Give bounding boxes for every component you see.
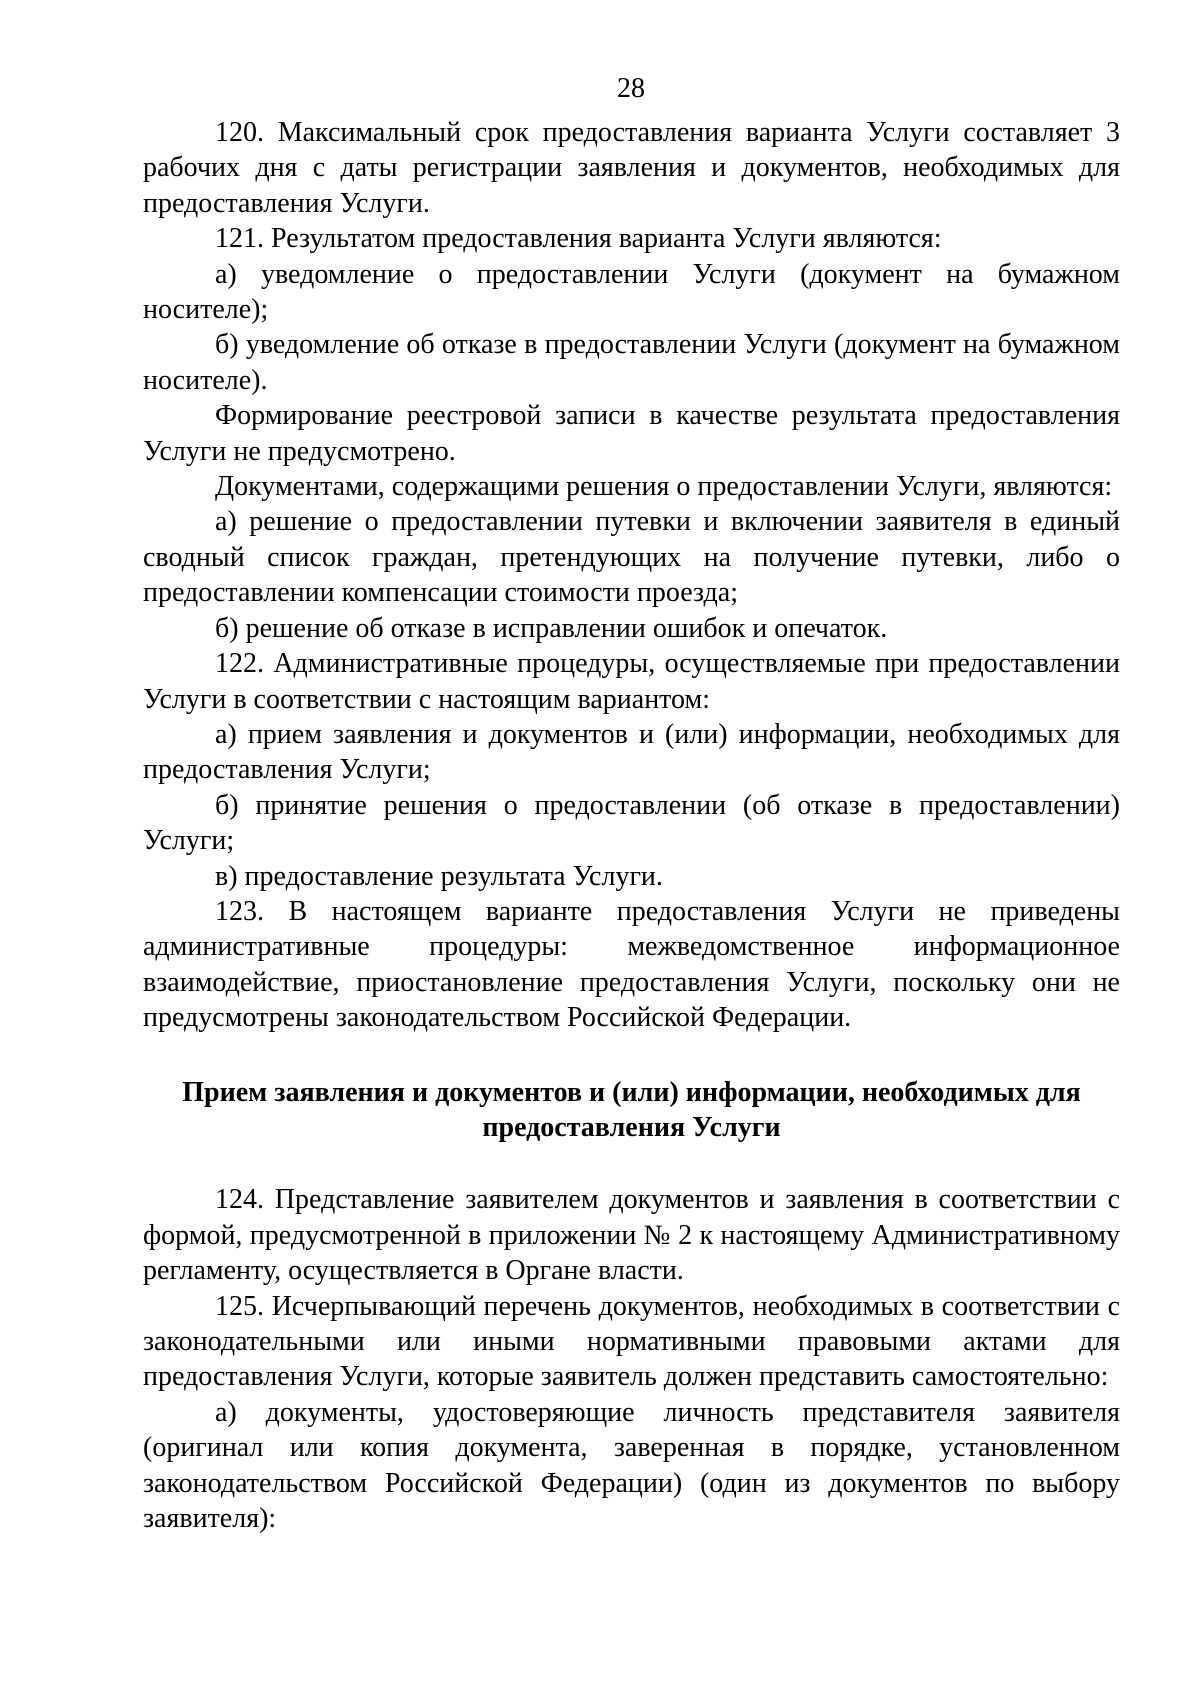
paragraph-125: 125. Исчерпывающий перечень документов, необходимых в соответствии с законодательными или иными нормативными правовыми актами для предоставления Услуги, которые заявитель должен представить самостоятельно: [143,1290,1120,1393]
paragraph-122-b: б) принятие решения о предоставлении (об отказе в предоставлении) Услуги; [143,789,1120,857]
paragraph-121-b: б) уведомление об отказе в предоставлении Услуги (документ на бумажном носителе). [143,329,1120,396]
section-heading-line-1: Прием заявления и документов и (или) информации, необходимых для [182,1076,1081,1108]
paragraph-122-a: а) прием заявления и документов и (или) информации, необходимых для предоставления Услуги; [143,718,1120,786]
paragraph-121: 121. Результатом предоставления варианта Услуги являются: [215,223,942,255]
page-number: 28 [617,73,645,104]
paragraph-124: 124. Представление заявителем документов и заявления в соответствии с формой, предусмотренной в приложении № 2 к настоящему Административному регламенту, осуществляется в Органе власти. [143,1184,1120,1287]
paragraph-decision-documents: Документами, содержащими решения о предоставлении Услуги, являются: [215,471,1113,503]
paragraph-125-a: а) документы, удостоверяющие личность представителя заявителя (оригинал или копия документа, заверенная в порядке, установленном законодательством Российской Федерации) (один из документов по выбору заявителя): [143,1396,1120,1535]
paragraph-registry-record: Формирование реестровой записи в качестве результата предоставления Услуги не предусмотрено. [143,400,1120,467]
paragraph-123: 123. В настоящем варианте предоставления Услуги не приведены административные процедуры: межведомственное информационное взаимодействие, приостановление предоставления Услуги, поскольку они не предусмотрены законодательством Российской Федерации. [143,895,1120,1034]
document-body [143,115,1120,1536]
paragraph-122: 122. Административные процедуры, осуществляемые при предоставлении Услуги в соответствии с настоящим вариантом: [143,648,1120,715]
paragraph-121-a: а) уведомление о предоставлении Услуги (документ на бумажном носителе); [143,258,1120,326]
paragraph-decision-a: а) решение о предоставлении путевки и включении заявителя в единый сводный список граждан, претендующих на получение путевки, либо о предоставлении компенсации стоимости проезда; [143,506,1120,609]
paragraph-122-v: в) предоставление результата Услуги. [215,860,663,892]
section-heading [143,1075,1120,1146]
paragraph-decision-b: б) решение об отказе в исправлении ошибок и опечаток. [215,612,888,644]
paragraph-120: 120. Максимальный срок предоставления варианта Услуги составляет 3 рабочих дня с даты регистрации заявления и документов, необходимых для предоставления Услуги. [143,117,1120,219]
section-heading-line-2: предоставления Услуги [482,1111,781,1143]
